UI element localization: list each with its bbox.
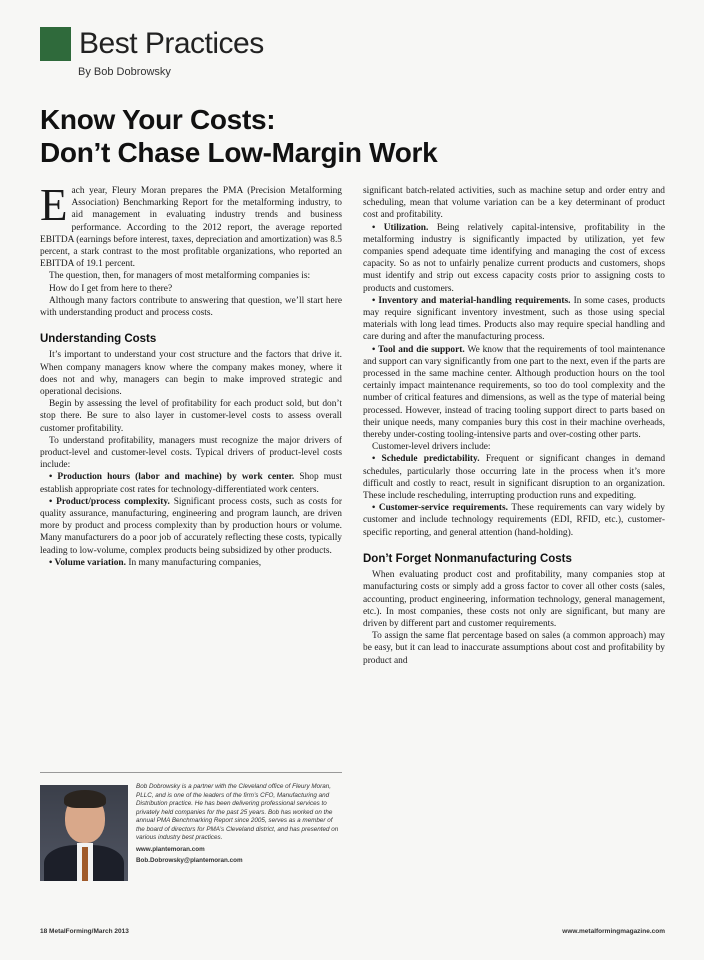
bullet-schedule: • Schedule predictability. Frequent or significant changes in demand schedules, particularly those occurring late in the process when it’s more difficult and costly to react, result in significant disruption to an organization. These include rescheduling, interrupting production runs and expediting. [363,454,666,502]
paragraph: When evaluating product cost and profitability, many companies stop at manufacturing costs or simply add a gross factor to cover all other costs (sales, accounting, product engineering, information technology, general management, etc.). In most companies, these costs not only are significant, but many are driven by different part and customer requirements. [363,570,665,629]
paragraph: How do I get from here to there? [49,283,173,294]
paragraph: The question, then, for managers of most metalforming companies is: [49,271,311,282]
bullet-utilization: • Utilization. Being relatively capital-intensive, profitability in the metalforming industry is significantly impacted by utilization, yet few companies spend adequate time identifying and managing the cost of excess capacity. So as not to unfairly penalize current products and customers, shops must identify and strip out excess capacity costs prior to assigning costs to products and customers. [363,222,666,294]
author-box [40,772,342,891]
headline-line-1: Know Your Costs: [40,104,276,135]
headline [40,103,680,169]
bullet-tool-die: • Tool and die support. We know that the requirements of tool maintenance and support can vary significantly from one part to the next, even if the parts are processed in the same machine center. Although production hours on the tool certainly impact maintenance requirements, so too do tool complexity and the number of critical features and dimensions, as well as the type of material being processed. However, instead of tracing tooling support direct to parts based on their unique needs, many companies bury this cost in their machine overheads, thereby under-costing tooling-intensive parts and over-costing other parts. [363,344,665,441]
bullet-inventory: • Inventory and material-handling requirements. In some cases, products may require significant inventory investment, such as those using special materials with long lead times. Products also may require special handling and care during and after the manufacturing process. [363,295,665,343]
footer-page-info: 18 MetalForming/March 2013 [40,928,129,935]
paragraph: Although many factors contribute to answering that question, we’ll start here with understanding product and process costs. [40,295,342,319]
section-color-block [40,27,71,61]
subhead-nonmanufacturing: Don’t Forget Nonmanufacturing Costs [363,552,572,565]
intro-paragraph: Each year, Fleury Moran prepares the PMA (Precision Metalforming Association) Benchmarking Report for the metalforming industry, to aid management in evaluating industry trends and business performance. According to the 2012 report, the average reported EBITDA (earnings before interest, taxes, depreciation and amortization) was 8.5 percent, a stark contrast to the most profitable organizations, who reported an EBITDA of 19.1 percent. [40,180,342,270]
bullet-customer-service: • Customer-service requirements. These requirements can vary widely by customer and include technology requirements (EDI, RFID, etc.), customer-specific reporting, and general attention (hand-holding). [363,503,665,538]
author-photo [40,785,128,881]
left-column [40,180,343,569]
headline-line-2: Don’t Chase Low-Margin Work [40,137,438,168]
subhead-understanding-costs: Understanding Costs [40,333,157,346]
paragraph: Customer-level drivers include: [372,442,491,453]
bullet-volume-variation: • Volume variation. In many manufacturing companies, [49,557,262,568]
paragraph: To assign the same flat percentage based on sales (a common approach) may be easy, but it can lead to inaccurate assumptions about cost and profitability by product and [363,631,665,666]
byline: By Bob Dobrowsky [78,66,171,78]
right-column [363,185,665,667]
page-footer [40,928,665,935]
section-title: Best Practices [79,27,264,60]
section-header [40,27,264,61]
paragraph: It’s important to understand your cost structure and the factors that drive it. When company managers know where the company makes money, where it does not and why, managers can begin to make improved strategic and operational decisions. [40,350,342,398]
author-website[interactable]: www.plantemoran.com [136,845,205,853]
paragraph: To understand profitability, managers must recognize the major drivers of product-level and customer-level costs. Typical drivers of product-level costs include: [40,435,342,471]
author-bio: Bob Dobrowsky is a partner with the Cleveland office of Fleury Moran, PLLC, and is one of the leaders of the firm’s CFO, Manufacturing and Distribution practice. He has been delivering professional services to privately held companies for the past 25 years. Bob has worked on the annual PMA Benchmarking Report since 2005, serves as a member of the board of directors for PMA’s Cleveland district, and has presented on various industry best practices. www.plantemoran.com Bob.Dobrowsky@plantemoran.com [136,783,342,866]
paragraph: Begin by assessing the level of profitability for each product sold, but don’t stop there. Be sure to also layer in customer-level costs to assess overall customer profitability. [40,399,342,434]
footer-website[interactable]: www.metalformingmagazine.com [562,928,665,935]
paragraph: significant batch-related activities, such as machine setup and order entry and scheduling, mean that volume variation can be a key determinant of product cost and profitability. [363,186,665,221]
bullet-production-hours: • Production hours (labor and machine) by work center. Shop must establish appropriate cost rates for technology-differentiated work centers. [40,472,343,495]
author-email[interactable]: Bob.Dobrowsky@plantemoran.com [136,857,243,864]
bullet-complexity: • Product/process complexity. Significant process costs, such as costs for quality assurance, manufacturing, engineering and program launch, are driven more by product and process complexity than by production hours or volume. Many manufacturers do a poor job of accurately reflecting these costs, typically leading to low-volume, complex products being subsidized by other products. [40,496,342,556]
drop-cap: E [40,180,68,230]
